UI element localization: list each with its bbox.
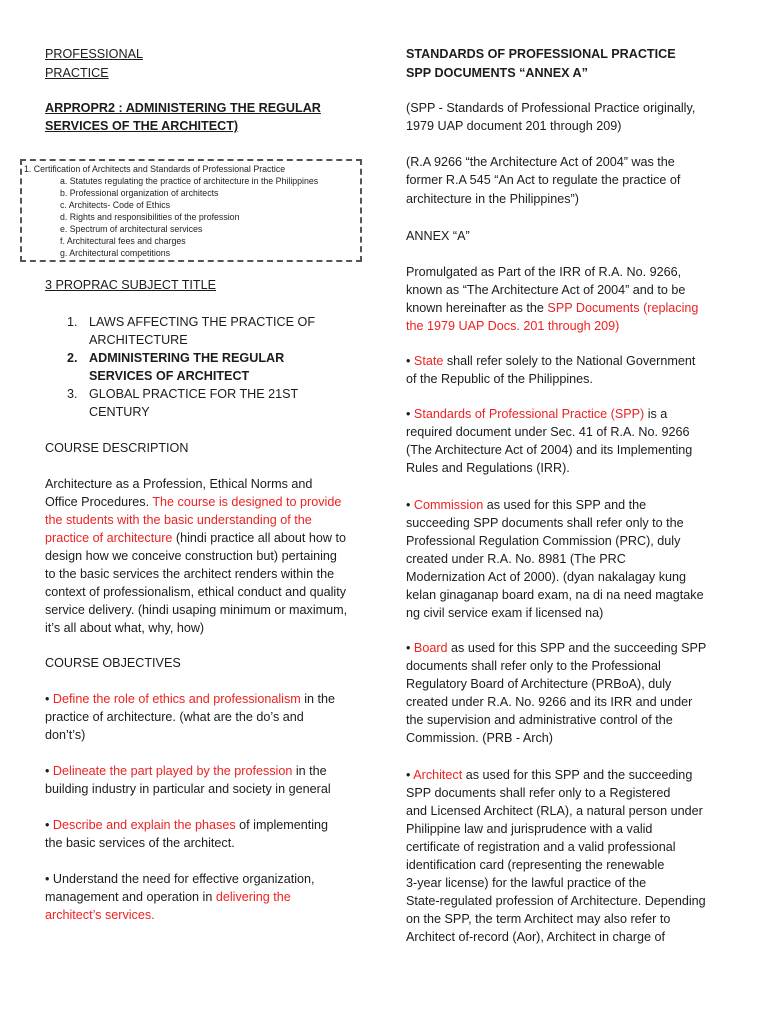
paragraph-line: (R.A 9266 “the Architecture Act of 2004” was the bbox=[406, 155, 675, 169]
objective-line: • Describe and explain the phases of implementing bbox=[45, 818, 329, 832]
annex-label: ANNEX “A” bbox=[406, 229, 470, 243]
definition-line: • State shall refer solely to the National Government bbox=[406, 354, 696, 368]
list-number: 3. bbox=[67, 387, 78, 401]
list-line: SERVICES OF ARCHITECT bbox=[89, 369, 250, 383]
definition-line: of the Republic of the Philippines. bbox=[406, 372, 593, 386]
definition-line: created under R.A. No. 8981 (The PRC bbox=[406, 552, 626, 566]
definition-line: succeeding SPP documents shall refer only to the bbox=[406, 516, 684, 530]
definition-line: Professional Regulation Commission (PRC), duly bbox=[406, 534, 681, 548]
left-heading-line2: PRACTICE bbox=[45, 66, 109, 80]
definition-line: Philippine law and jurisprudence with a valid bbox=[406, 822, 653, 836]
definition-line: created under R.A. No. 9266 and its IRR and under bbox=[406, 695, 693, 709]
objective-line: • Understand the need for effective organization, bbox=[45, 872, 315, 886]
list-number: 2. bbox=[67, 351, 78, 365]
subject-title-line2: SERVICES OF THE ARCHITECT) bbox=[45, 119, 239, 133]
box-item: c. Architects- Code of Ethics bbox=[60, 200, 171, 210]
definition-line: • Standards of Professional Practice (SPP) is a bbox=[406, 407, 668, 421]
objective-line: practice of architecture. (what are the do’s and bbox=[45, 710, 304, 724]
definition-line: documents shall refer only to the Professional bbox=[406, 659, 661, 673]
desc-line: Architecture as a Profession, Ethical Norms and bbox=[45, 477, 313, 491]
objective-line: management and operation in delivering the bbox=[45, 890, 291, 904]
box-item: g. Architectural competitions bbox=[60, 248, 171, 258]
definition-line: Architect of-record (Aor), Architect in charge of bbox=[406, 930, 665, 944]
definition-line: • Commission as used for this SPP and the bbox=[406, 498, 647, 512]
course-description-heading: COURSE DESCRIPTION bbox=[45, 441, 189, 455]
box-item: b. Professional organization of architects bbox=[60, 188, 219, 198]
left-heading-line1: PROFESSIONAL bbox=[45, 47, 143, 61]
definition-line: Regulatory Board of Architecture (PRBoA), duly bbox=[406, 677, 672, 691]
desc-line: to the basic services the architect renders within the bbox=[45, 567, 335, 581]
list-line: ADMINISTERING THE REGULAR bbox=[89, 351, 285, 365]
list-number: 1. bbox=[67, 315, 78, 329]
paragraph-line: (SPP - Standards of Professional Practice originally, bbox=[406, 101, 696, 115]
desc-line: the students with the basic understanding of the bbox=[45, 513, 312, 527]
paragraph-line: architecture in the Philippines”) bbox=[406, 192, 579, 206]
objective-line: the basic services of the architect. bbox=[45, 836, 235, 850]
desc-line: Office Procedures. The course is designed to provide bbox=[45, 495, 342, 509]
objective-line: architect’s services. bbox=[45, 908, 155, 922]
paragraph-line: the 1979 UAP Docs. 201 through 209) bbox=[406, 319, 620, 333]
objective-line: • Delineate the part played by the profession in the bbox=[45, 764, 327, 778]
definition-line: SPP documents shall refer only to a Registered bbox=[406, 786, 671, 800]
definition-line: Modernization Act of 2000). (dyan nakalagay kung bbox=[406, 570, 687, 584]
box-item: e. Spectrum of architectural services bbox=[60, 224, 203, 234]
desc-line: design how we conceive construction but) pertaining bbox=[45, 549, 337, 563]
definition-line: the supervision and administrative control of the bbox=[406, 713, 673, 727]
list-line: GLOBAL PRACTICE FOR THE 21ST bbox=[89, 387, 299, 401]
box-item: a. Statutes regulating the practice of architecture in the Philippines bbox=[60, 176, 319, 186]
desc-line: context of professionalism, ethical conduct and quality bbox=[45, 585, 347, 599]
box-item: d. Rights and responsibilities of the profession bbox=[60, 212, 240, 222]
definition-line: kelan ginaganap board exam, na di na need magtake bbox=[406, 588, 704, 602]
topics-box bbox=[20, 159, 362, 262]
box-title: 1. Certification of Architects and Standards of Professional Practice bbox=[24, 164, 286, 174]
desc-line: it’s all about what, why, how) bbox=[45, 621, 205, 635]
definition-line: ng civil service exam if licensed na) bbox=[406, 606, 604, 620]
proprac-heading: 3 PROPRAC SUBJECT TITLE bbox=[45, 278, 216, 292]
definition-line: identification card (representing the renewable bbox=[406, 858, 665, 872]
desc-line: practice of architecture (hindi practice all about how to bbox=[45, 531, 347, 545]
list-line: LAWS AFFECTING THE PRACTICE OF bbox=[89, 315, 316, 329]
definition-line: State-regulated profession of Architecture. Depending bbox=[406, 894, 706, 908]
definition-line: Commission. (PRB - Arch) bbox=[406, 731, 553, 745]
list-line: ARCHITECTURE bbox=[89, 333, 188, 347]
list-line: CENTURY bbox=[89, 405, 150, 419]
paragraph-line: 1979 UAP document 201 through 209) bbox=[406, 119, 622, 133]
paragraph-line: known hereinafter as the SPP Documents (replacing bbox=[406, 301, 699, 315]
box-item: f. Architectural fees and charges bbox=[60, 236, 186, 246]
paragraph-line: former R.A 545 “An Act to regulate the practice of bbox=[406, 173, 681, 187]
right-heading-line2: SPP DOCUMENTS “ANNEX A” bbox=[406, 66, 588, 80]
desc-line: service delivery. (hindi usaping minimum or maximum, bbox=[45, 603, 348, 617]
definition-line: certificate of registration and a valid professional bbox=[406, 840, 676, 854]
objective-line: building industry in particular and society in general bbox=[45, 782, 331, 796]
objective-line: don’t’s) bbox=[45, 728, 86, 742]
objective-line: • Define the role of ethics and professionalism in the bbox=[45, 692, 336, 706]
definition-line: • Board as used for this SPP and the succeeding SPP bbox=[406, 641, 707, 655]
right-heading-line1: STANDARDS OF PROFESSIONAL PRACTICE bbox=[406, 47, 676, 61]
definition-line: 3-year license) for the lawful practice of the bbox=[406, 876, 647, 890]
definition-line: • Architect as used for this SPP and the succeeding bbox=[406, 768, 693, 782]
paragraph-line: Promulgated as Part of the IRR of R.A. No. 9266, bbox=[406, 265, 682, 279]
course-objectives-heading: COURSE OBJECTIVES bbox=[45, 656, 181, 670]
definition-line: required document under Sec. 41 of R.A. No. 9266 bbox=[406, 425, 690, 439]
definition-line: on the SPP, the term Architect may also refer to bbox=[406, 912, 671, 926]
paragraph-line: known as “The Architecture Act of 2004” and to be bbox=[406, 283, 686, 297]
definition-line: and Licensed Architect (RLA), a natural person under bbox=[406, 804, 703, 818]
definition-line: (The Architecture Act of 2004) and its Implementing bbox=[406, 443, 693, 457]
subject-title-line1: ARPROPR2 : ADMINISTERING THE REGULAR bbox=[45, 101, 321, 115]
definition-line: Rules and Regulations (IRR). bbox=[406, 461, 570, 475]
